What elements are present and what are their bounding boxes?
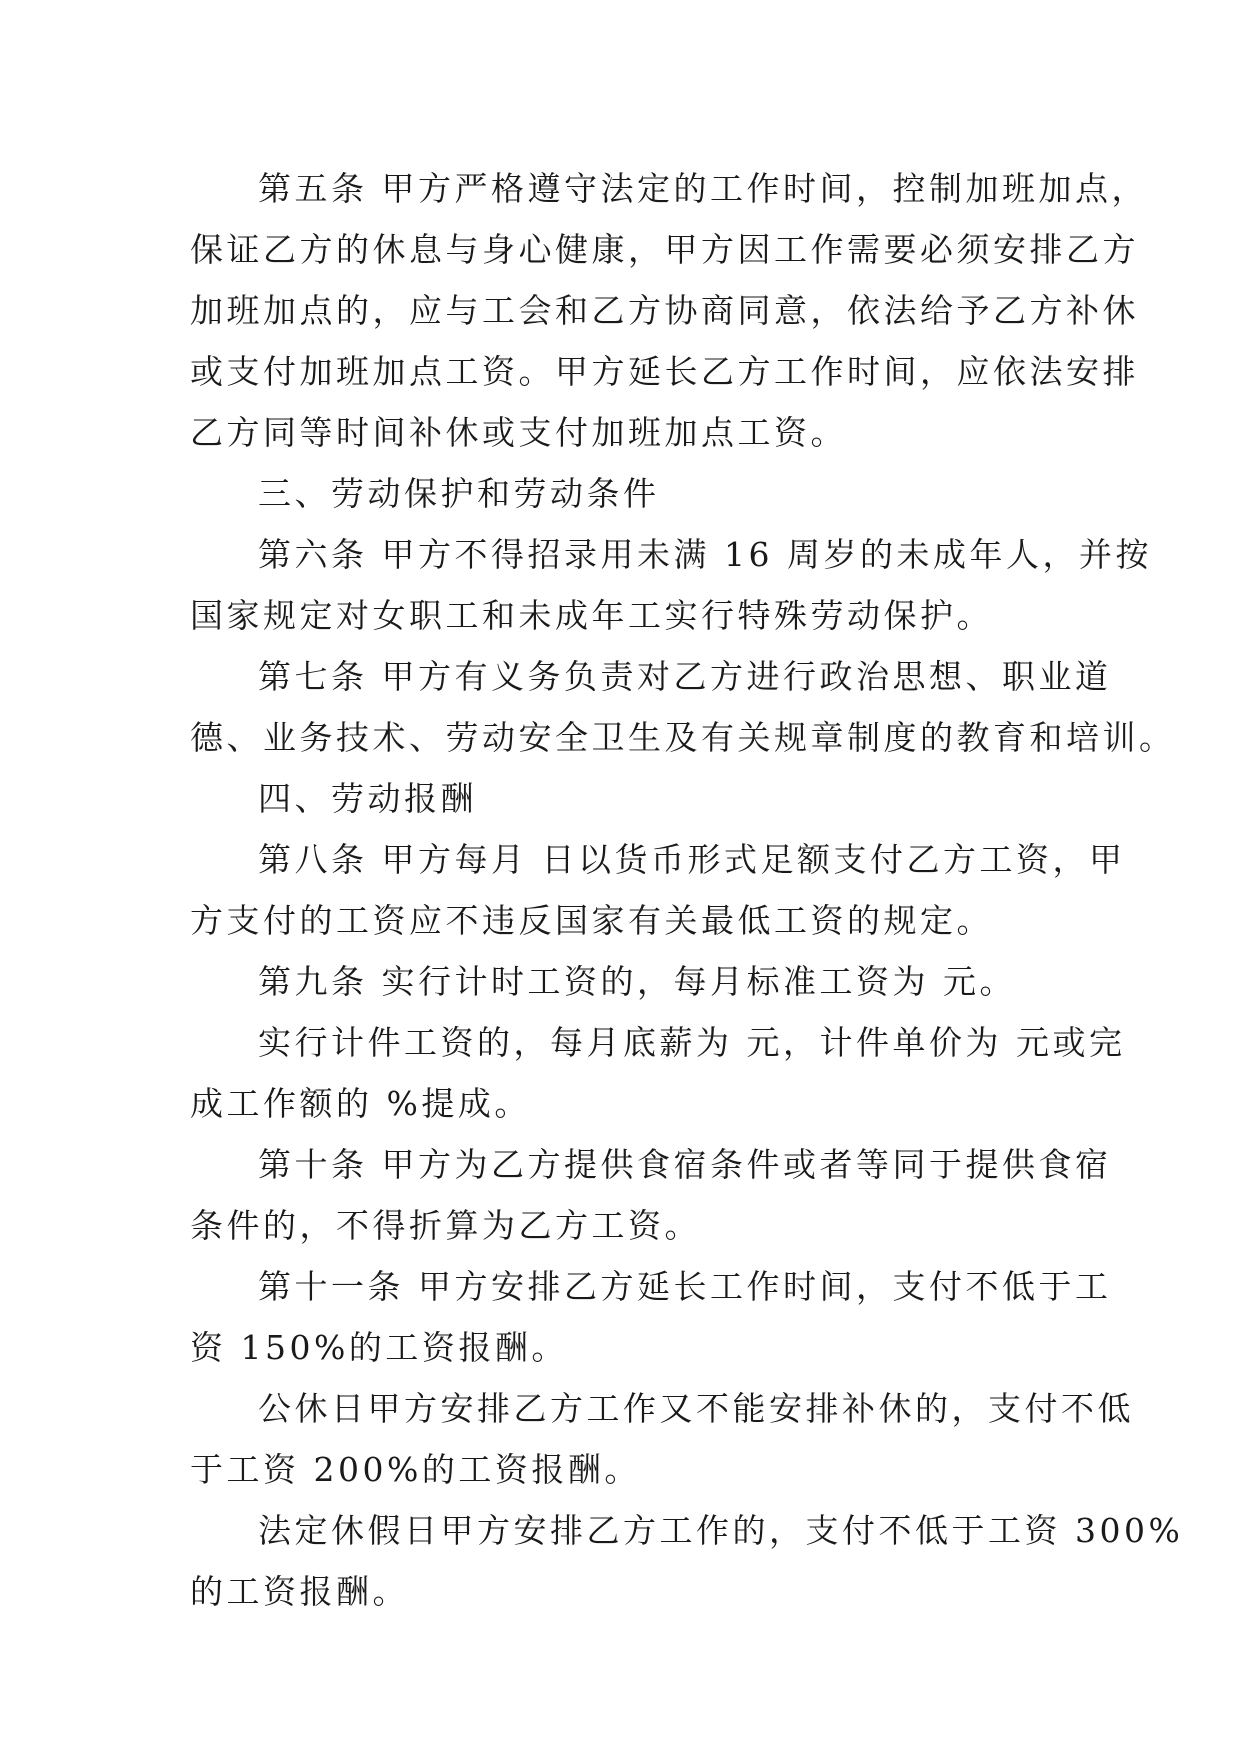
line-24: 的工资报酬。 [190,1572,409,1611]
line-12: 第八条 甲方每月 日以货币形式足额支付乙方工资，甲 [258,840,1126,879]
line-7: 第六条 甲方不得招录用未满 16 周岁的未成年人，并按 [258,535,1152,574]
line-1: 第五条 甲方严格遵守法定的工作时间，控制加班加点， [258,169,1148,208]
section-heading-labor-protection: 三、劳动保护和劳动条件 [258,474,660,513]
line-21: 公休日甲方安排乙方工作又不能安排补休的，支付不低 [258,1389,1134,1428]
line-3: 加班加点的，应与工会和乙方协商同意，依法给予乙方补休 [190,291,1139,330]
line-4: 或支付加班加点工资。甲方延长乙方工作时间，应依法安排 [190,352,1139,391]
contract-text [190,158,1184,1622]
line-13: 方支付的工资应不违反国家有关最低工资的规定。 [190,901,993,940]
line-5: 乙方同等时间补休或支付加班加点工资。 [190,413,847,452]
line-8: 国家规定对女职工和未成年工实行特殊劳动保护。 [190,596,993,635]
line-23: 法定休假日甲方安排乙方工作的，支付不低于工资 300% [258,1511,1184,1550]
line-9: 第七条 甲方有义务负责对乙方进行政治思想、职业道 [258,657,1112,696]
line-17: 第十条 甲方为乙方提供食宿条件或者等同于提供食宿 [258,1145,1112,1184]
line-18: 条件的，不得折算为乙方工资。 [190,1206,701,1245]
line-16: 成工作额的 %提成。 [190,1084,531,1123]
line-20: 资 150%的工资报酬。 [190,1328,568,1367]
line-14: 第九条 实行计时工资的，每月标准工资为 元。 [258,962,1016,1001]
line-19: 第十一条 甲方安排乙方延长工作时间，支付不低于工 [258,1267,1112,1306]
line-22: 于工资 200%的工资报酬。 [190,1450,641,1489]
line-2: 保证乙方的休息与身心健康，甲方因工作需要必须安排乙方 [190,230,1139,269]
line-10: 德、业务技术、劳动安全卫生及有关规章制度的教育和培训。 [190,718,1176,757]
line-15: 实行计件工资的，每月底薪为 元，计件单价为 元或完 [258,1023,1126,1062]
section-heading-labor-pay: 四、劳动报酬 [258,779,477,818]
